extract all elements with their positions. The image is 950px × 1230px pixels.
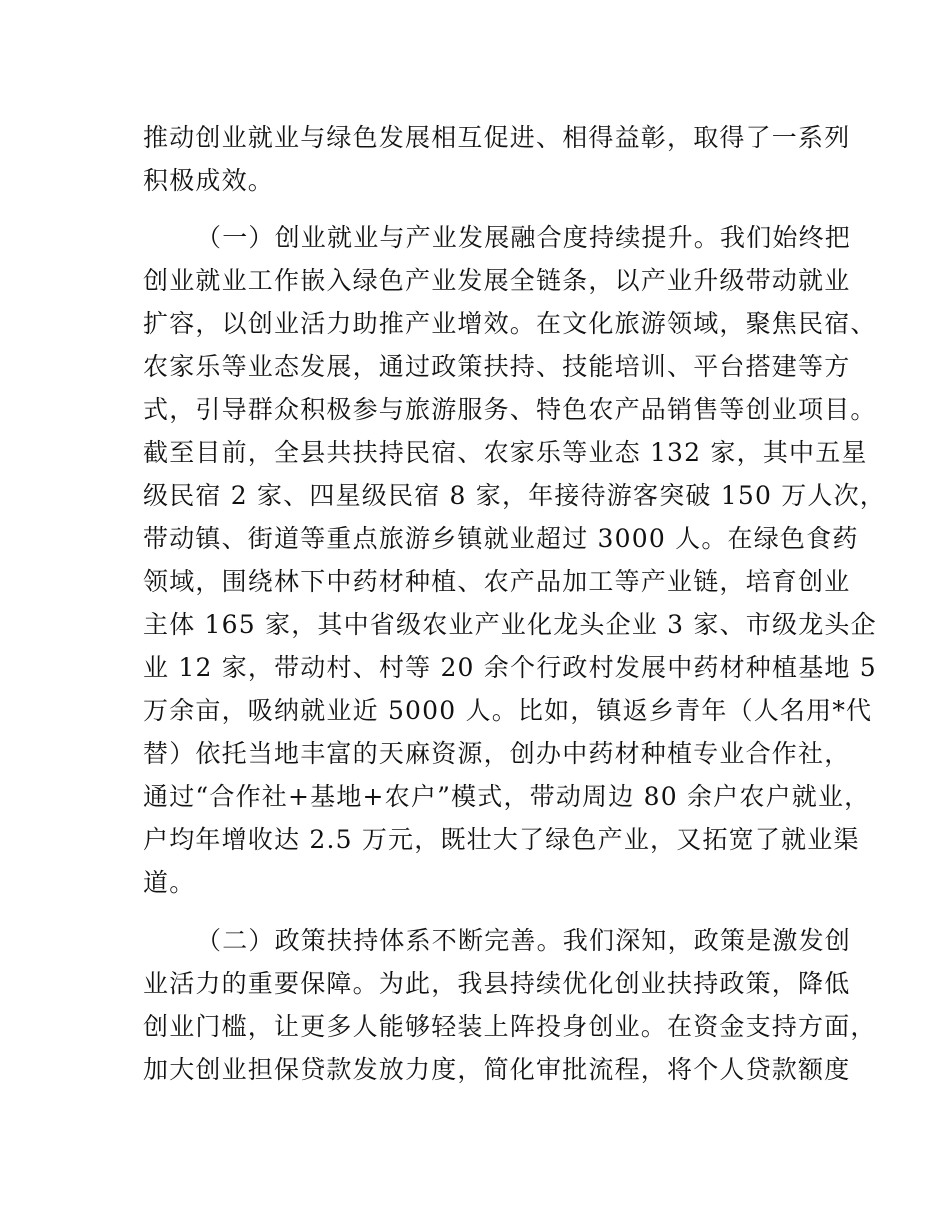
body-text-line: 积极成效。 bbox=[143, 166, 275, 195]
body-text-line: 级民宿 2 家、四星级民宿 8 家，年接待游客突破 150 万人次， bbox=[143, 481, 887, 510]
body-text-line: 领域，围绕林下中药材种植、农产品加工等产业链，培育创业 bbox=[143, 567, 851, 596]
body-text-line: 业 12 家，带动村、村等 20 余个行政村发展中药材种植基地 5 bbox=[143, 653, 877, 682]
body-text-line: 式，引导群众积极参与旅游服务、特色农产品销售等创业项目。 bbox=[143, 395, 877, 424]
body-text-line: 扩容，以创业活力助推产业增效。在文化旅游领域，聚焦民宿、 bbox=[143, 309, 877, 338]
body-text-line: 推动创业就业与绿色发展相互促进、相得益彰，取得了一系列 bbox=[143, 123, 851, 152]
body-text-line: 通过“合作社+基地+农户”模式，带动周边 80 余户农户就业， bbox=[143, 782, 871, 811]
section-heading-line: （一）创业就业与产业发展融合度持续提升。我们始终把 bbox=[196, 223, 852, 252]
body-text-line: 带动镇、街道等重点旅游乡镇就业超过 3000 人。在绿色食药 bbox=[143, 524, 859, 553]
body-text-line: 替）依托当地丰富的天麻资源，创办中药材种植专业合作社， bbox=[143, 739, 851, 768]
body-text-line: 户均年增收达 2.5 万元，既壮大了绿色产业，又拓宽了就业渠 bbox=[143, 825, 860, 854]
body-text-line: 万余亩，吸纳就业近 5000 人。比如，镇返乡青年（人名用*代 bbox=[143, 696, 873, 725]
body-text-line: 道。 bbox=[143, 868, 196, 897]
body-text-line: 创业门槛，让更多人能够轻装上阵投身创业。在资金支持方面， bbox=[143, 1012, 877, 1041]
body-text-line: 业活力的重要保障。为此，我县持续优化创业扶持政策，降低 bbox=[143, 969, 851, 998]
body-text-line: 截至目前，全县共扶持民宿、农家乐等业态 132 家，其中五星 bbox=[143, 438, 868, 467]
section-heading-line: （二）政策扶持体系不断完善。我们深知，政策是激发创 bbox=[196, 926, 852, 955]
body-text-line: 创业就业工作嵌入绿色产业发展全链条，以产业升级带动就业 bbox=[143, 266, 851, 295]
body-text-line: 主体 165 家，其中省级农业产业化龙头企业 3 家、市级龙头企 bbox=[143, 610, 877, 639]
body-text-line: 加大创业担保贷款发放力度，简化审批流程，将个人贷款额度 bbox=[143, 1055, 851, 1084]
body-text-line: 农家乐等业态发展，通过政策扶持、技能培训、平台搭建等方 bbox=[143, 352, 851, 381]
